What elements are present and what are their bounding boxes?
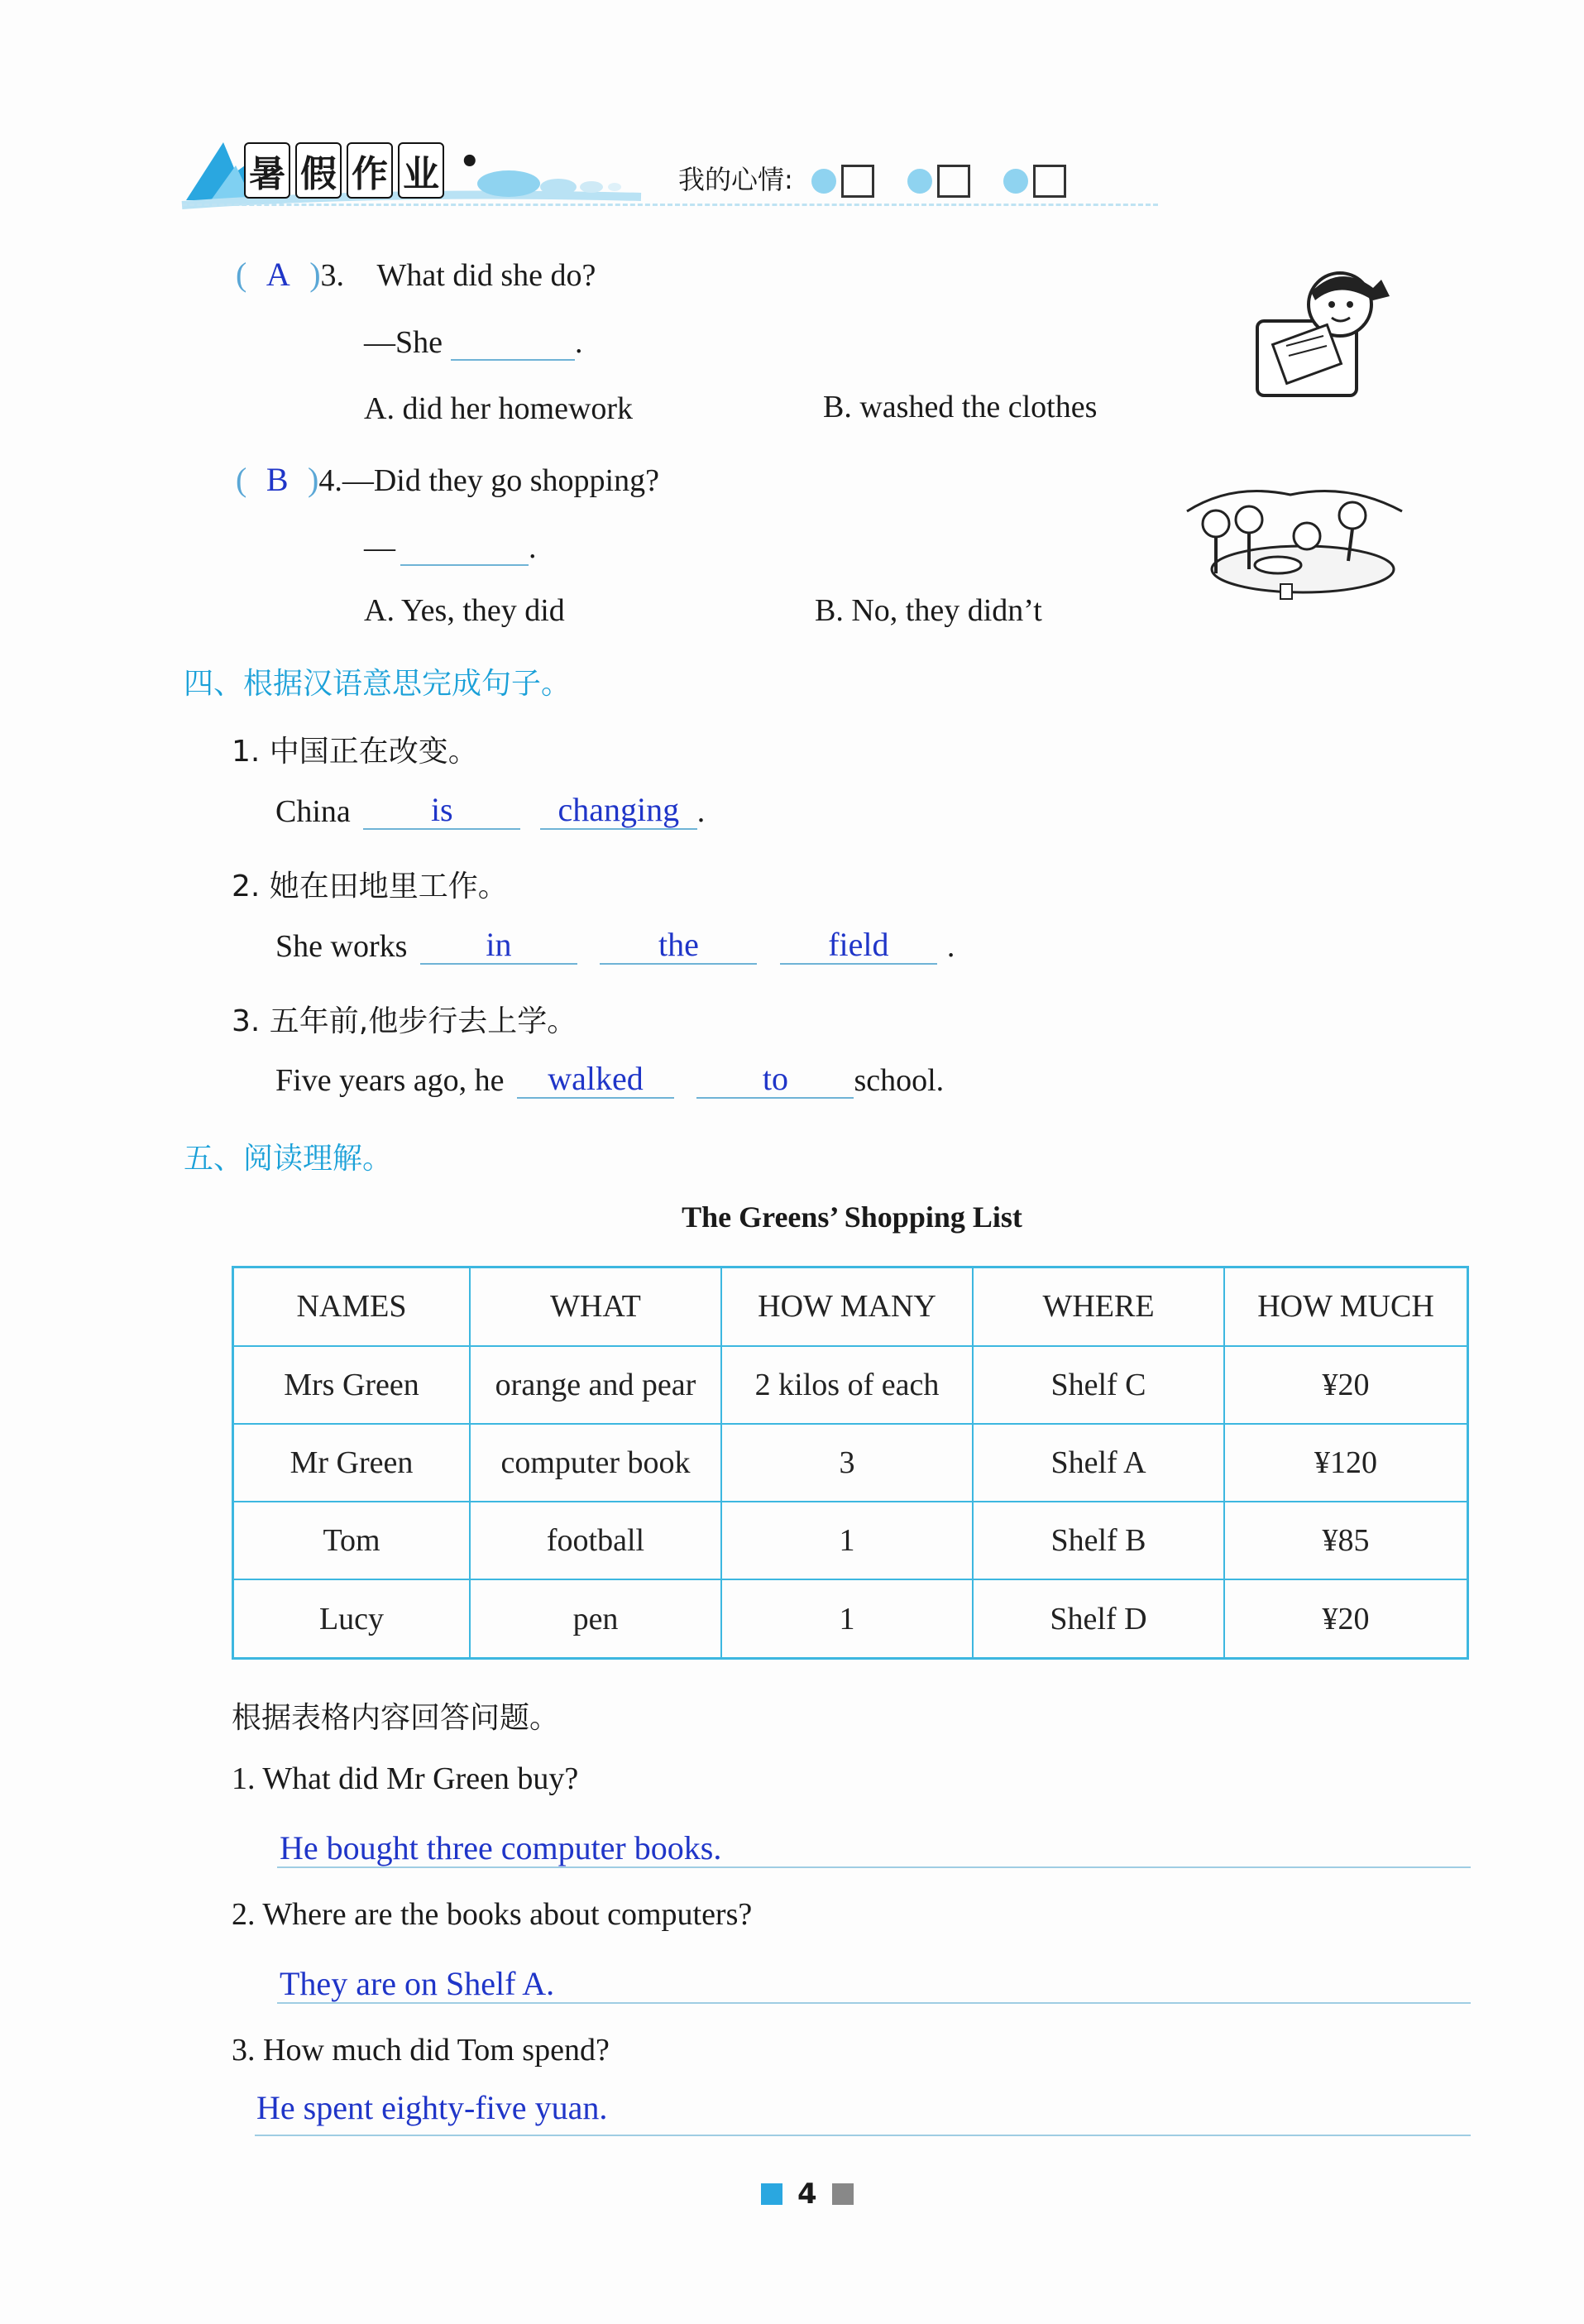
option-b: B. washed the clothes [823,390,1098,424]
question-3 [236,255,596,294]
answer-choice: B [266,461,289,498]
column-header: WHAT [470,1267,721,1346]
option-a: A. did her homework [364,391,634,426]
section-heading: 四、根据汉语意思完成句子。 [184,667,572,701]
table-cell: 3 [721,1424,973,1502]
happy-face-icon [811,169,836,194]
girl-homework-illustration [1241,263,1406,412]
reading-answer[interactable]: He spent eighty-five yuan. [256,2089,608,2126]
table-cell: Lucy [233,1579,471,1658]
answer-blank[interactable]: to [696,1059,854,1099]
sentence-en [275,790,705,830]
table-row [233,1424,1468,1502]
header-title [244,142,481,199]
sentence-end: school. [854,1063,945,1098]
mood-checkbox-happy[interactable] [841,165,874,198]
column-header: HOW MUCH [1224,1267,1468,1346]
table-cell: 2 kilos of each [721,1346,973,1424]
paren-right: ) [308,461,319,498]
option-b: B. No, they didn’t [815,593,1042,628]
table-cell: Shelf A [973,1424,1224,1502]
title-char: 作 [347,142,393,199]
table-cell: Shelf D [973,1579,1224,1658]
table-cell: football [470,1502,721,1579]
answer-blank[interactable]: in [420,925,577,965]
cloud-icon [477,170,540,197]
sentence-end: . [946,929,955,964]
question-number: 3. [320,258,345,293]
paren-left: ( [236,256,247,293]
page-number: 4 [797,2178,817,2211]
question-number: 4. [318,463,342,498]
title-char: 假 [295,142,342,199]
table-header-row [233,1267,1468,1346]
sentence-lead: Five years ago, he [275,1063,505,1098]
sentence-lead: China [275,794,351,829]
reading-instruction: 根据表格内容回答问题。 [232,1701,560,1735]
answer-choice: A [266,256,290,293]
paren-left: ( [236,461,247,498]
prompt-text: —She [364,325,443,360]
title-char: 业 [398,142,444,199]
table-cell: pen [470,1579,721,1658]
answer-line [277,2002,1471,2004]
option-a: A. Yes, they did [364,593,565,628]
table-cell: computer book [470,1424,721,1502]
table-cell: ¥85 [1224,1502,1468,1579]
answer-blank[interactable]: is [363,790,520,830]
table-cell: Shelf B [973,1502,1224,1579]
paren-right: ) [309,256,321,293]
question-text: What did she do? [376,258,596,293]
section-heading: 五、阅读理解。 [184,1142,393,1176]
table-cell: orange and pear [470,1346,721,1424]
sentence-cn: 2. 她在田地里工作。 [232,870,508,903]
header-divider [182,204,1158,206]
table-cell: ¥120 [1224,1424,1468,1502]
table-cell: Tom [233,1502,471,1579]
page-footer [761,2178,854,2211]
answer-line [255,2135,1471,2136]
column-header: WHERE [973,1267,1224,1346]
table-cell: ¥20 [1224,1346,1468,1424]
reading-question: 3. How much did Tom spend? [232,2033,610,2068]
table-row [233,1579,1468,1658]
table-cell: 1 [721,1502,973,1579]
question-text: —Did they go shopping? [342,463,659,498]
answer-blank[interactable]: changing [540,790,697,830]
mood-label: 我的心情: [678,164,793,195]
table-cell: ¥20 [1224,1579,1468,1658]
sad-face-icon [1003,169,1028,194]
answer-line [277,1866,1471,1868]
table-cell: Shelf C [973,1346,1224,1424]
reading-answer[interactable]: He bought three computer books. [280,1829,722,1866]
table-cell: 1 [721,1579,973,1658]
sentence-en [275,1059,944,1099]
question-3-prompt: —She . [364,321,583,361]
answer-blank[interactable]: field [780,925,937,965]
sentence-en [275,925,955,965]
reading-question: 2. Where are the books about computers? [232,1897,753,1932]
shopping-table [232,1266,1469,1660]
picnic-illustration [1183,478,1406,602]
neutral-face-icon [907,169,932,194]
column-header: NAMES [233,1267,471,1346]
reading-question: 1. What did Mr Green buy? [232,1761,579,1796]
table-cell: Mrs Green [233,1346,471,1424]
table-row [233,1502,1468,1579]
sentence-end: . [696,794,706,829]
title-dot: • [459,142,481,181]
sentence-cn: 1. 中国正在改变。 [232,735,478,769]
table-row [233,1346,1468,1424]
mood-checkbox-neutral[interactable] [937,165,970,198]
answer-blank[interactable]: walked [517,1059,674,1099]
answer-blank[interactable] [451,321,575,361]
blue-square-icon [761,2183,782,2205]
title-char: 暑 [244,142,290,199]
question-4-prompt: — . [364,526,537,566]
mood-section [678,159,1066,198]
answer-blank[interactable] [400,526,529,566]
table-title: The Greens’ Shopping List [682,1200,1022,1234]
answer-blank[interactable]: the [600,925,757,965]
reading-answer[interactable]: They are on Shelf A. [280,1965,555,2002]
mood-checkbox-sad[interactable] [1033,165,1066,198]
sentence-cn: 3. 五年前,他步行去上学。 [232,1004,577,1038]
question-4 [236,460,659,499]
table-cell: Mr Green [233,1424,471,1502]
sentence-lead: She works [275,929,408,964]
column-header: HOW MANY [721,1267,973,1346]
gray-square-icon [832,2183,854,2205]
prompt-text: — [364,530,395,565]
